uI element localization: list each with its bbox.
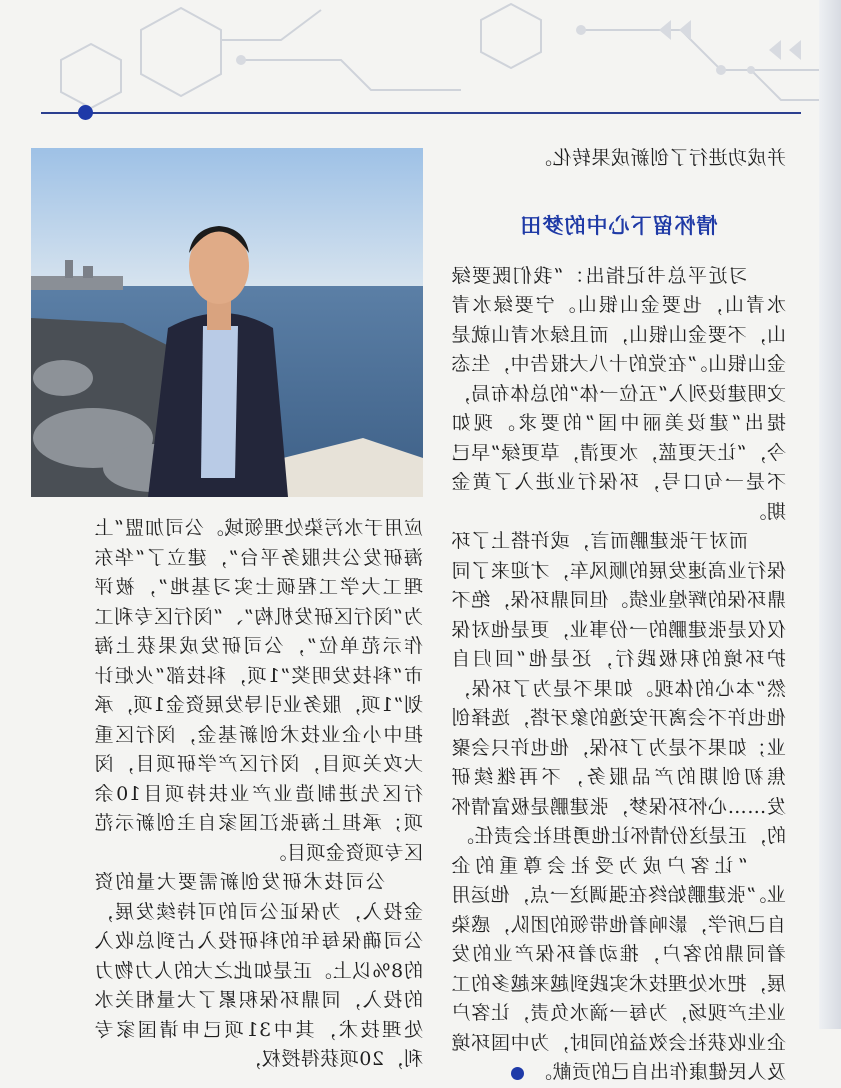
section-heading: 情怀留下心中的梦田 <box>519 213 718 238</box>
portrait-photo <box>31 148 423 497</box>
left-paragraph-3-text: “让客户成为受社会尊重的企业。”张建鹏始终在强调这一点，他运用自己所学，影响着他带领的团队，感染着同鼎的客户，推动着环保产业的发展，把水处理技术实践到越来越多的工业生产现场，为每一滴水负责，让客户企业收获社会效益的同时，为中国环境及人民健康作出自己的贡献。 <box>451 854 786 1083</box>
seaside-portrait-image <box>31 148 423 497</box>
left-paragraph-3 <box>451 852 786 1088</box>
page-gutter-shade <box>819 0 841 1029</box>
left-paragraph-2: 而对于张建鹏而言，或许搭上了环保行业高速发展的顺风车，才迎来了同鼎环保的辉煌业绩。但同鼎环保，绝不仅仅是张建鹏的一份事业，更是他对保护环境的积极践行，还是他“回归自然”本心的体现。如果不是为了环保，他也许不会离开安逸的象牙塔，选择创业；如果不是为了环保，他也许只会聚焦初创期的产品服务，不再继续研发……心怀环保梦，张建鹏是极富情怀的，正是这份情怀让他勇担社会责任。 <box>451 530 786 847</box>
right-paragraph-2: 公司技术研发创新需要大量的资金投入，为保证公司的可持续发展，公司确保每年的科研投入占到总收入的8%以上。正是如此之大的人力物力的投入，同鼎环保积累了大量相关水处理技术，其中31项已申请国家专利，20项获得授权， <box>94 871 423 1070</box>
lead-line: 并成功进行了创新成果转化。 <box>532 147 786 169</box>
right-paragraph-1: 应用于水污染处理领域。公司加盟“上海研发公共服务平台”，建立了“华东理工大学工程硕士实习基地”，被评为“闵行区研发机构”、“闵行区专利工作示范单位”，公司研发成果获上海市“科技发明奖”1项，科技部“火炬计划”1项，服务业引导发展资金1项，承担中小企业技术创新基金，闵行区重大攻关项目，闵行区产学研项目，闵行区先进制造业产业扶持项目10余项；承担上海张江国家自主创新示范区专项资金项目。 <box>94 517 423 864</box>
column-continued <box>94 514 423 1075</box>
header-rule-dot <box>78 105 93 120</box>
column-main <box>451 144 786 1088</box>
left-paragraph-1: 习近平总书记指出：“我们既要绿水青山，也要金山银山。宁要绿水青山，不要金山银山，而且绿水青山就是金山银山。”在党的十八大报告中，生态文明建设列入“五位一体”的总体布局，提出“建设美丽中国”的要求。现如今，“让天更蓝，水更清，草更绿”早已不是一句口号，环保行业进入了黄金期。 <box>451 264 786 523</box>
circuit-decoration <box>0 0 841 140</box>
end-mark-dot <box>511 1067 524 1080</box>
header-rule <box>41 112 801 114</box>
